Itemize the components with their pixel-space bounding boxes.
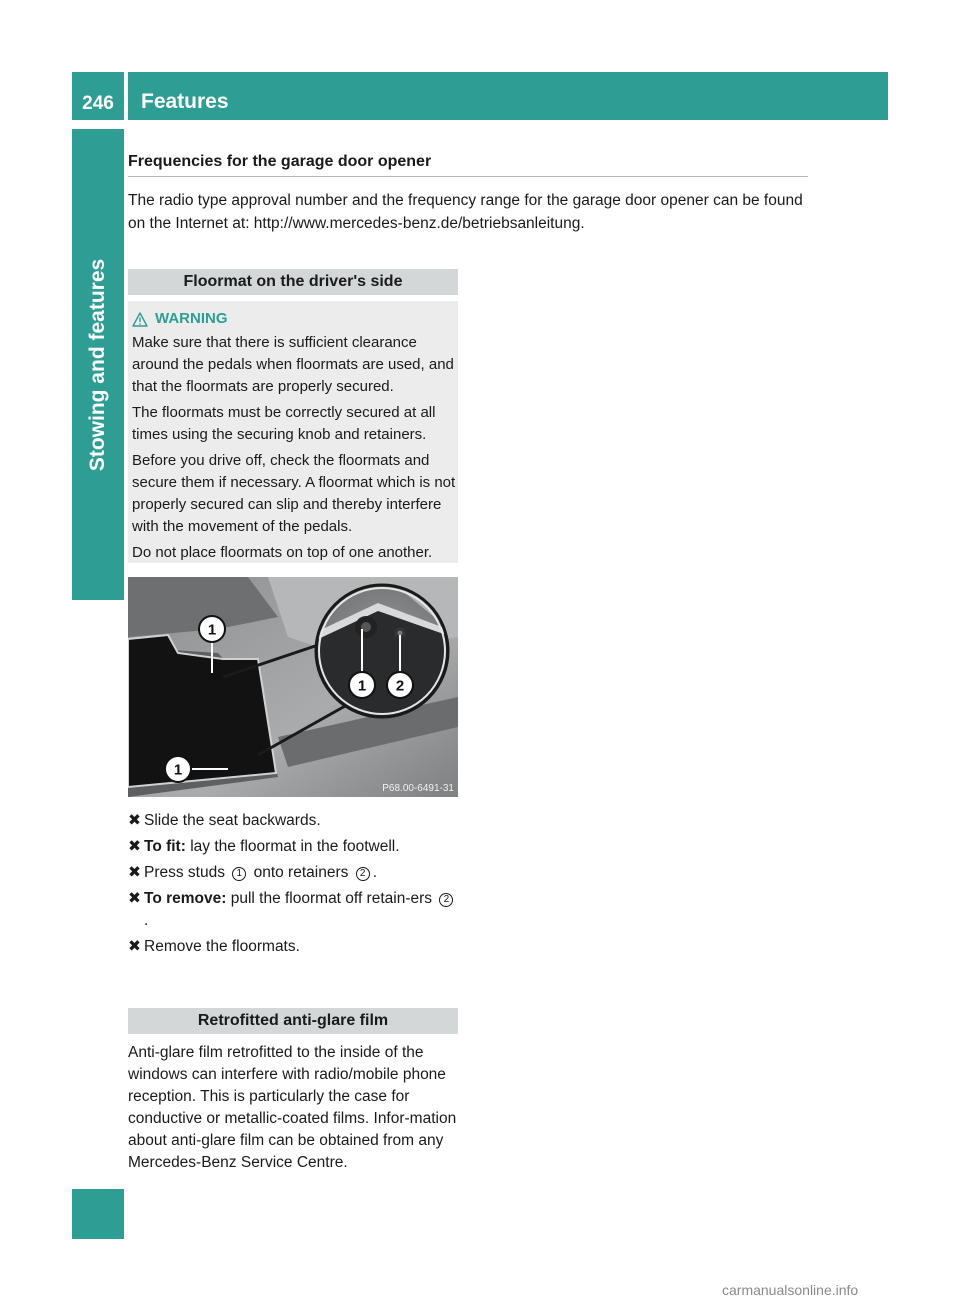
step-item	[128, 836, 458, 858]
callout-1-top-label: 1	[207, 621, 217, 639]
warning-paragraph: Make sure that there is sufficient clearance around the pedals when floormats are used, and that the floormats are properly secured.	[132, 334, 454, 395]
step-detail: lay the floormat in the footwell.	[185, 838, 400, 855]
step-arrow-icon: ✖	[128, 938, 141, 955]
step-item	[128, 888, 458, 932]
callout-1-bottom-label: 1	[173, 761, 183, 779]
floormat-illustration	[128, 577, 458, 797]
step-keyword: To fit:	[144, 838, 186, 855]
callout-ref-2: 2	[356, 867, 370, 881]
callout-ref-1: 1	[232, 867, 246, 881]
figure-code: P68.00-6491-31	[382, 783, 454, 794]
step-text: Remove the floormats.	[144, 938, 300, 955]
step-item	[128, 810, 458, 832]
step-text: Slide the seat backwards.	[144, 812, 321, 829]
page-header-title: Features	[128, 72, 888, 120]
step-text	[144, 888, 458, 932]
step-item	[128, 936, 458, 958]
step-detail: Press studs	[144, 864, 230, 881]
callout-2-zoom-label: 2	[395, 677, 405, 695]
warning-triangle-icon	[132, 312, 148, 327]
step-detail: .	[372, 864, 377, 881]
section-title-garage-door: Frequencies for the garage door opener	[128, 153, 808, 177]
step-text	[144, 862, 458, 884]
warning-paragraph: Before you drive off, check the floormats and secure them if necessary. A floormat which is not properly secured can slip and thereby interfere with the movement of the pedals.	[132, 452, 456, 535]
step-arrow-icon: ✖	[128, 812, 141, 829]
garage-door-paragraph: The radio type approval number and the frequency range for the garage door opener can be found on the Internet at: http://www.mercedes-benz.de/betriebsanleitung.	[128, 192, 803, 232]
anti-glare-paragraph: Anti-glare film retrofitted to the inside of the windows can interfere with radio/mobile phone reception. This is particularly the case for conductive or metallic-coated films. Infor-mation about anti-glare film can be obtained from any Mercedes-Benz Service Centre.	[128, 1044, 457, 1171]
step-item	[128, 862, 458, 884]
warning-paragraph: The floormats must be correctly secured at all times using the securing knob and retainers.	[132, 404, 436, 443]
step-arrow-icon: ✖	[128, 864, 141, 881]
section-title-anti-glare: Retrofitted anti-glare film	[128, 1008, 458, 1034]
step-detail: onto retainers	[249, 864, 353, 881]
warning-paragraph: Do not place floormats on top of one another.	[132, 544, 433, 561]
warning-box	[128, 301, 458, 563]
callout-1-zoom-label: 1	[357, 677, 367, 695]
step-arrow-icon: ✖	[128, 890, 141, 907]
step-keyword: To remove:	[144, 890, 227, 907]
step-detail: pull the floormat off retain-ers	[226, 890, 437, 907]
callout-ref-2: 2	[439, 893, 453, 907]
chapter-side-tab	[72, 129, 124, 600]
side-marker	[72, 1189, 124, 1239]
step-detail: .	[144, 912, 149, 929]
section-title-floormat: Floormat on the driver's side	[128, 269, 458, 295]
chapter-side-tab-label: Stowing and features	[86, 258, 109, 471]
instruction-steps	[128, 810, 458, 962]
step-text	[144, 836, 458, 858]
warning-header	[132, 308, 458, 330]
step-arrow-icon: ✖	[128, 838, 141, 855]
warning-label: WARNING	[155, 310, 228, 327]
watermark: carmanualsonline.info	[722, 1282, 859, 1298]
page-number: 246	[72, 72, 124, 120]
